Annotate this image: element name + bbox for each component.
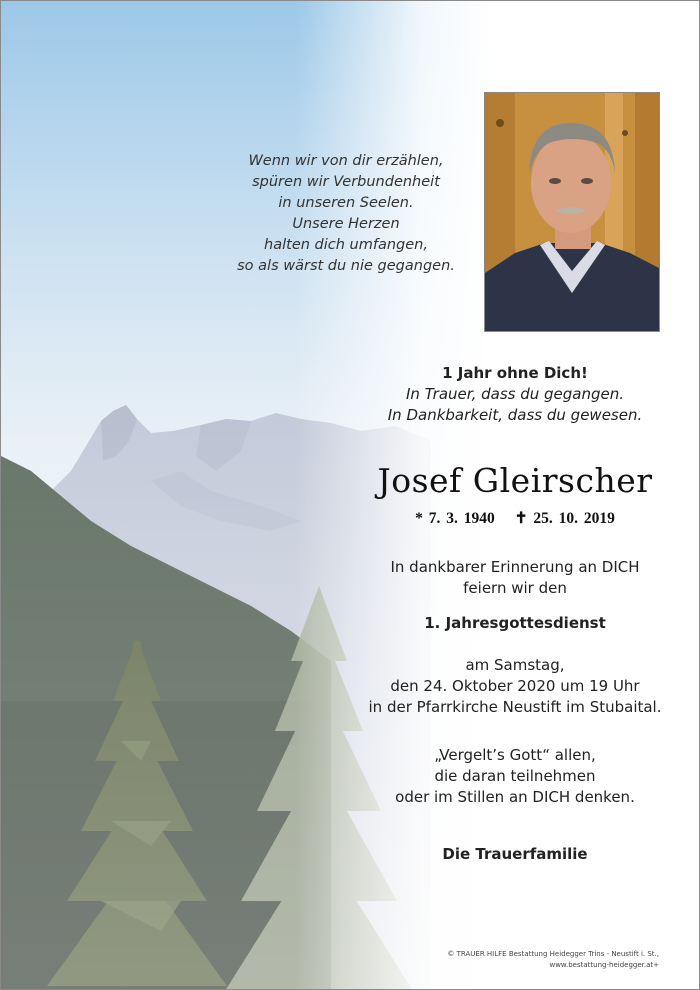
thanks-line: „Vergelt’s Gott“ allen,	[434, 746, 596, 764]
invitation-text	[371, 557, 659, 599]
service-title: 1. Jahresgottesdienst	[424, 614, 606, 632]
service-line: am Samstag,	[465, 656, 565, 674]
footer-line: © TRAUER HILFE Bestattung Heidegger Trins - Neustift i. St.,	[447, 950, 659, 958]
poem-line: Unsere Herzen	[292, 216, 400, 232]
portrait-photo	[484, 92, 660, 332]
service-details	[351, 655, 679, 718]
signature: Die Trauerfamilie	[442, 845, 588, 863]
birth-date: * 7. 3. 1940	[415, 510, 495, 527]
service-line: den 24. Oktober 2020 um 19 Uhr	[390, 677, 640, 695]
thanks-text	[371, 745, 659, 808]
death-date: ✝ 25. 10. 2019	[514, 510, 615, 527]
poem-line: so als wärst du nie gegangen.	[237, 258, 455, 274]
life-dates	[331, 509, 699, 528]
mourning-headline: 1 Jahr ohne Dich!	[442, 364, 588, 382]
poem-line: Wenn wir von dir erzählen,	[248, 153, 444, 169]
memorial-poem	[211, 151, 481, 277]
footer-link[interactable]: www.bestattung-heidegger.at+	[549, 961, 659, 969]
poem-line: halten dich umfangen,	[264, 237, 428, 253]
service-line: in der Pfarrkirche Neustift im Stubaital.	[368, 698, 662, 716]
mourning-text	[371, 363, 659, 426]
poem-line: spüren wir Verbundenheit	[252, 174, 440, 190]
poem-line: in unseren Seelen.	[278, 195, 414, 211]
invitation-line: feiern wir den	[463, 579, 567, 597]
thanks-line: oder im Stillen an DICH denken.	[395, 788, 635, 806]
thanks-line: die daran teilnehmen	[434, 767, 596, 785]
invitation-line: In dankbarer Erinnerung an DICH	[390, 558, 640, 576]
mourning-line: In Trauer, dass du gegangen.	[405, 385, 625, 403]
footer-credits	[381, 949, 659, 971]
mourning-line: In Dankbarkeit, dass du gewesen.	[387, 406, 643, 424]
deceased-name: Josef Gleirscher	[377, 461, 653, 500]
